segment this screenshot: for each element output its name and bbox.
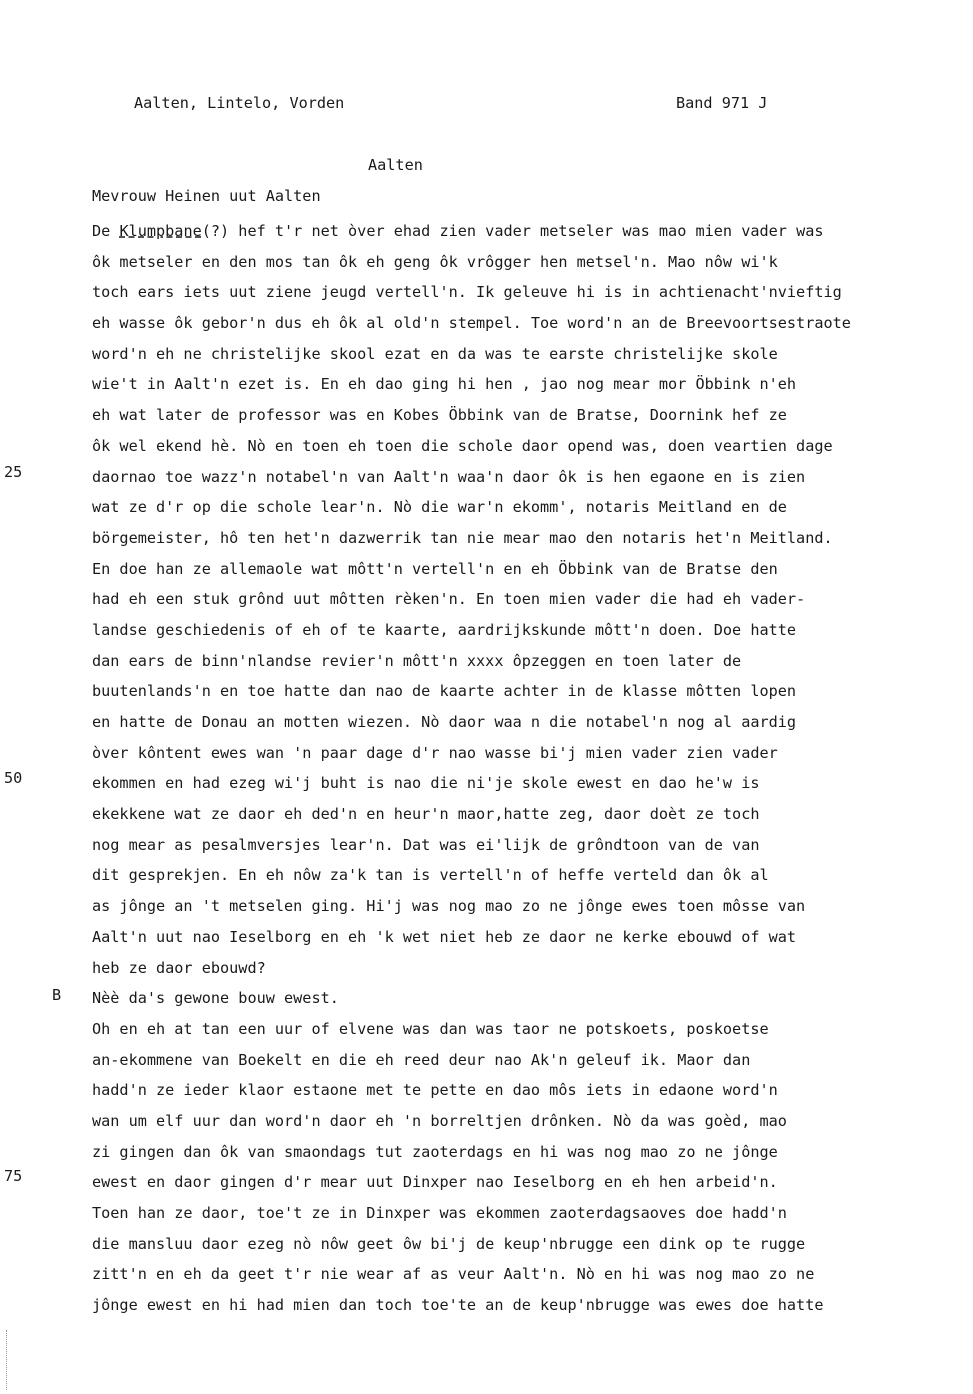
line-rest: (?) hef t'r net òver ehad zien vader metseler was mao mien vader was (201, 222, 824, 240)
transcript-line: word'n eh ne christelijke skool ezat en da was te earste christelijke skole (92, 344, 778, 363)
line-number-50: 50 (4, 769, 23, 787)
transcript-line: as jônge an 't metselen ging. Hi'j was nog mao zo ne jônge ewes toen môsse van (92, 897, 806, 916)
transcript-line: òver kôntent ewes wan 'n paar dage d'r nao wasse bi'j mien vader zien vader (92, 743, 778, 762)
transcript-line: wan um elf uur dan word'n daor eh 'n borreltjen drônken. Nò da was goèd, mao (92, 1111, 787, 1130)
transcript-line: landse geschiedenis of eh of te kaarte, aardrijkskunde môtt'n doen. Doe hatte (92, 620, 797, 639)
transcript-line (92, 216, 972, 247)
transcript-line: ewest en daor gingen d'r mear uut Dinxper nao Ieselborg en eh hen arbeid'n. (92, 1173, 778, 1192)
transcript-line: daornao toe wazz'n notabel'n van Aalt'n waa'n daor ôk is hen egaone en is zien (92, 467, 806, 486)
transcript-line: En doe han ze allemaole wat môtt'n vertell'n en eh Öbbink van de Bratse den (92, 559, 778, 578)
line-number-25: 25 (4, 463, 23, 481)
transcript-line: toch ears iets uut ziene jeugd vertell'n. Ik geleuve hi is in achtienacht'nvieftig (92, 283, 842, 302)
transcript-line: Toen han ze daor, toe't ze in Dinxper was ekommen zaoterdagsaoves doe hadd'n (92, 1204, 787, 1222)
transcript-line: ôk metseler en den mos tan ôk eh geng ôk vrôgger hen metsel'n. Mao nôw wi'k (92, 252, 778, 271)
line-number-75: 75 (4, 1167, 23, 1185)
transcript-line: eh wat later de professor was en Kobes Öbbink van de Bratse, Doornink hef ze (92, 406, 787, 425)
header-band: Band 971 J (676, 94, 768, 112)
transcript-line: Aalt'n uut nao Ieselborg en eh 'k wet niet heb ze daor ne kerke ebouwd of wat (92, 927, 797, 946)
transcript-line: Nèè da's gewone bouw ewest. (92, 989, 339, 1008)
transcript-line: börgemeister, hô ten het'n dazwerrik tan nie mear mao den notaris het'n Meitland. (92, 528, 833, 547)
underlined-term: Klumpbane (119, 222, 202, 240)
transcript-line: dan ears de binn'nlandse revier'n môtt'n xxxx ôpzeggen en toen later de (92, 651, 742, 670)
transcript-line: ôk wel ekend hè. Nò en toen eh toen die schole daor opend was, doen veartien dage (92, 436, 833, 455)
transcript-line: wat ze d'r op die schole lear'n. Nò die war'n ekomm', notaris Meitland en de (92, 498, 787, 517)
transcript-line: hadd'n ze ieder klaor estaone met te pette en dao môs iets in edaone word'n (92, 1081, 778, 1100)
transcript-line: heb ze daor ebouwd? (92, 958, 266, 977)
speaker-marker-b: B (52, 986, 62, 1004)
transcript-line: ekommen en had ezeg wi'j buht is nao die ni'je skole ewest en dao he'w is (92, 774, 760, 793)
transcript-line: dit gesprekjen. En eh nôw za'k tan is vertell'n of heffe verteld dan ôk al (92, 866, 769, 885)
transcript-line: zi gingen dan ôk van smaondags tut zaoterdags en hi was nog mao zo ne jônge (92, 1142, 778, 1161)
transcript-line: wie't in Aalt'n ezet is. En eh dao ging hi hen , jao nog mear mor Öbbink n'eh (92, 375, 797, 394)
transcript-line: had eh een stuk grônd uut môtten rèken'n. En toen mien vader die had eh vader- (92, 590, 806, 609)
transcript-line: nog mear as pesalmversjes lear'n. Dat was ei'lijk de grôndtoon van de van (92, 835, 760, 854)
section-title: Aalten (368, 156, 423, 174)
speaker-label: Mevrouw Heinen uut Aalten (92, 187, 321, 205)
line-prefix: De (92, 222, 120, 240)
transcript-line: eh wasse ôk gebor'n dus eh ôk al old'n stempel. Toe word'n an de Breevoortsestraote (92, 314, 851, 333)
margin-rule (6, 1330, 7, 1390)
header-location: Aalten, Lintelo, Vorden (134, 94, 345, 112)
transcript-line: Oh en eh at tan een uur of elvene was dan was taor ne potskoets, poskoetse (92, 1019, 769, 1038)
transcript-line: buutenlands'n en toe hatte dan nao de kaarte achter in de klasse môtten lopen (92, 682, 797, 701)
transcript-line: ekekkene wat ze daor eh ded'n en heur'n maor,hatte zeg, daor doèt ze toch (92, 805, 760, 824)
transcript-line: zitt'n en eh da geet t'r nie wear af as veur Aalt'n. Nò en hi was nog mao zo ne (92, 1265, 815, 1284)
transcript-line: an-ekommene van Boekelt en die eh reed deur nao Ak'n geleuf ik. Maor dan (92, 1050, 751, 1069)
transcript-line: en hatte de Donau an motten wiezen. Nò daor waa n die notabel'n nog al aardig (92, 713, 797, 731)
transcript-line: jônge ewest en hi had mien dan toch toe'te an de keup'nbrugge was ewes doe hatte (92, 1296, 824, 1315)
transcript-line: die mansluu daor ezeg nò nôw geet ôw bi'j de keup'nbrugge een dink op te rugge (92, 1234, 806, 1253)
transcript-body (92, 216, 972, 1321)
